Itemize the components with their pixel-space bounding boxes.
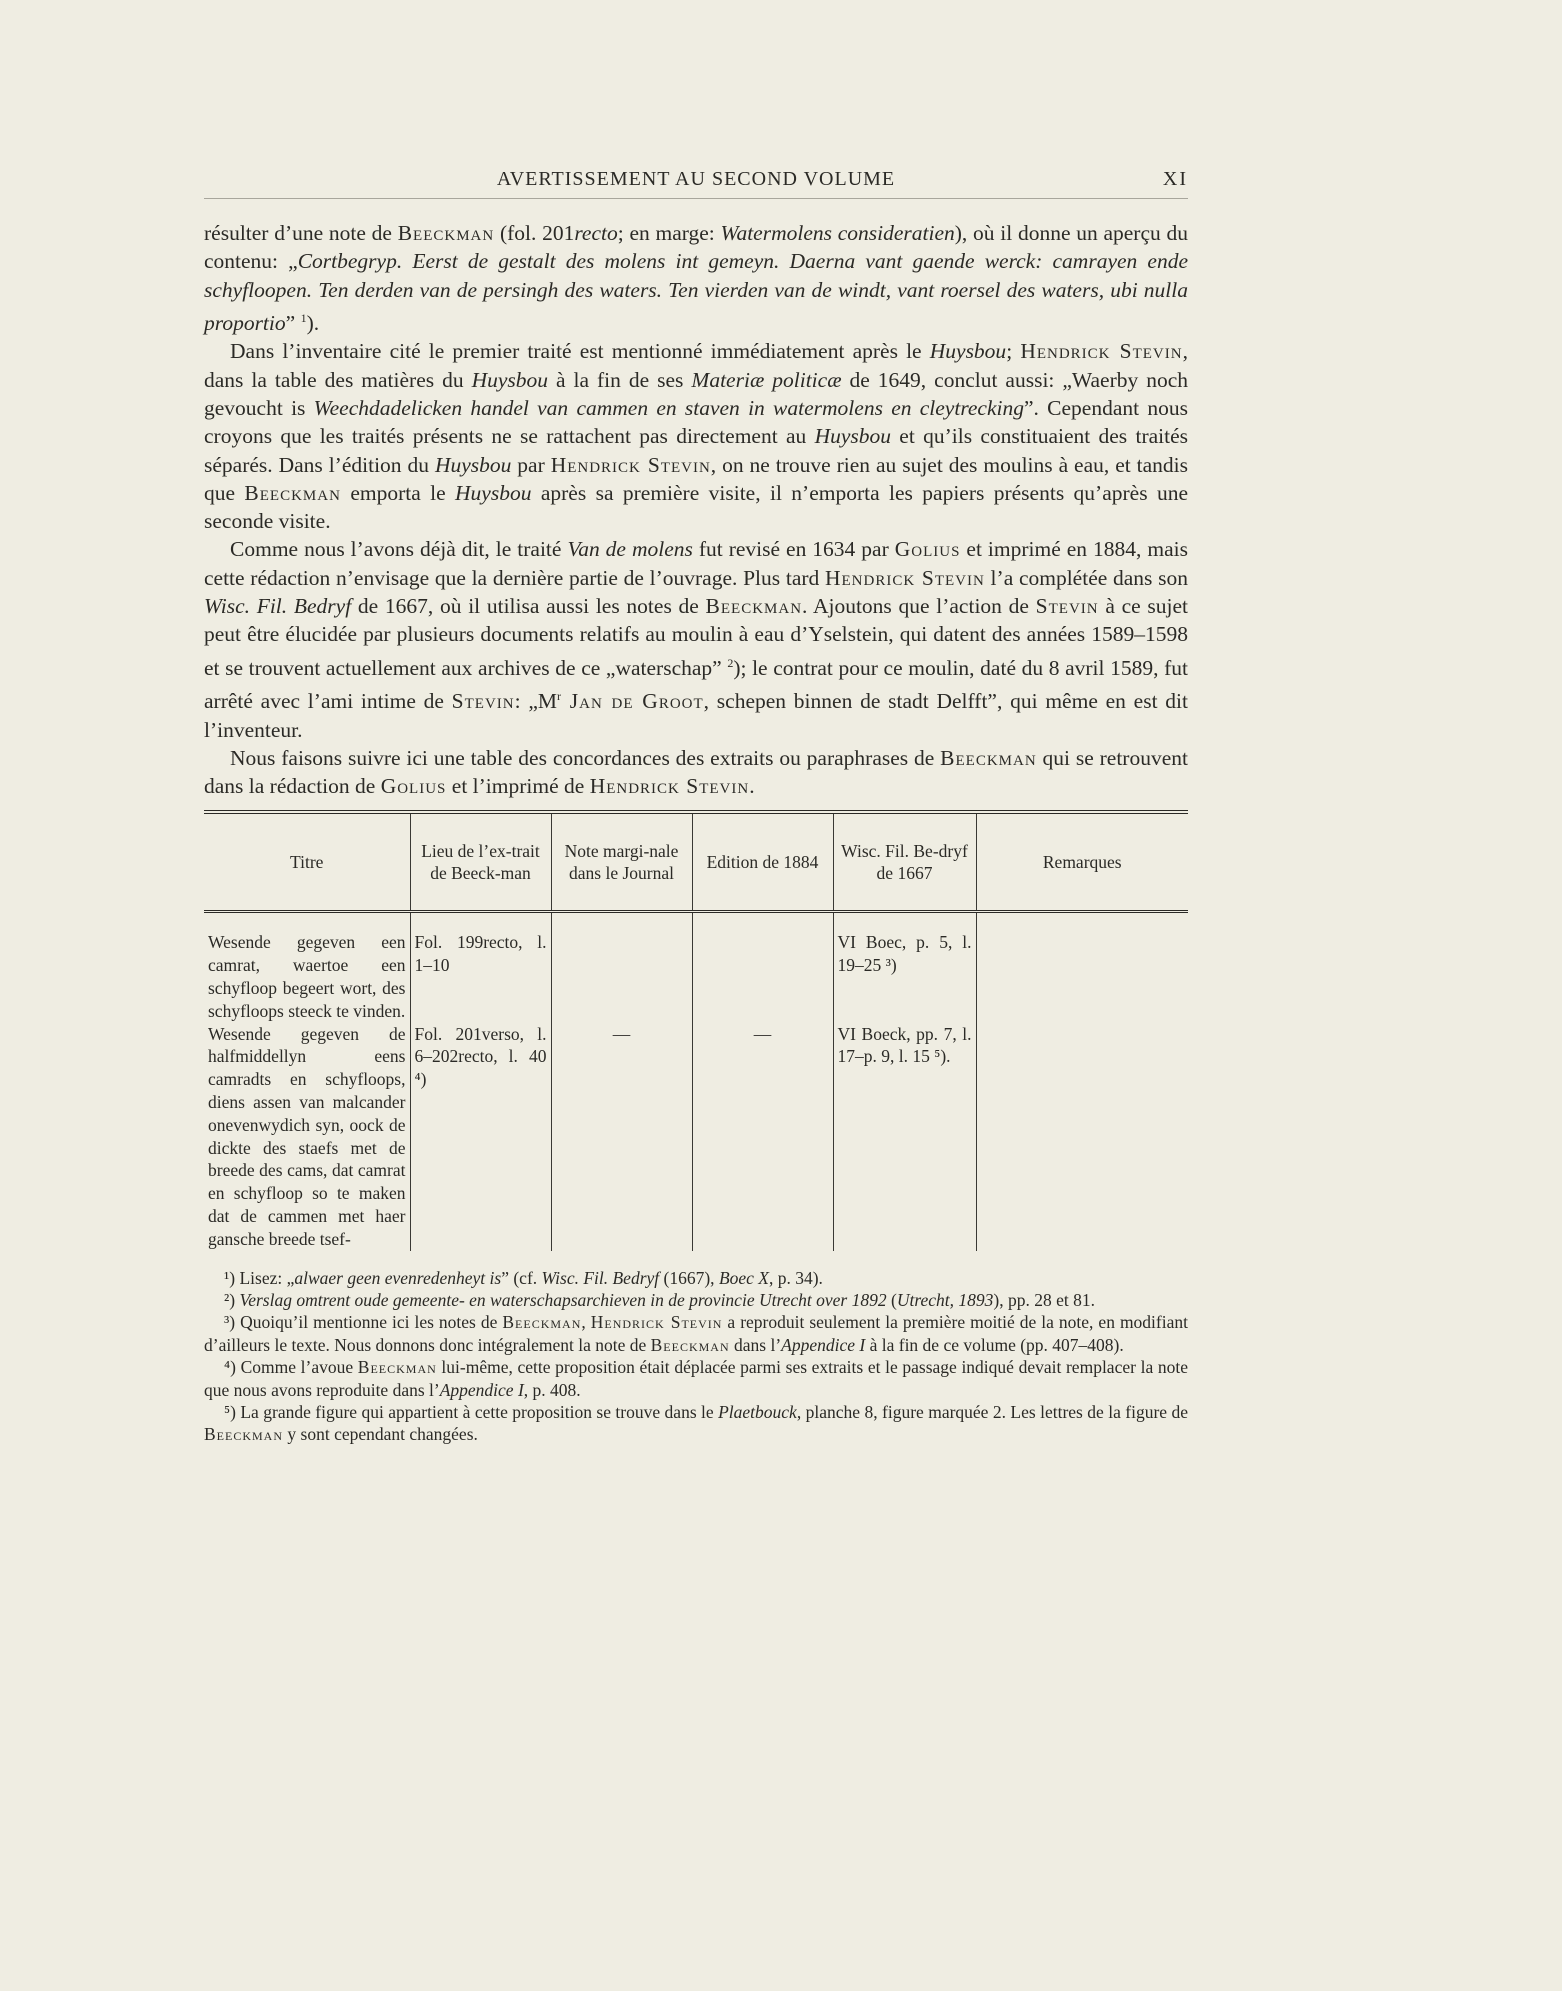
footnote: ³) Quoiqu’il mentionne ici les notes de Beeckman, Hendrick Stevin a reproduit seulement la première moitié de la note, en modifiant d’ailleurs le texte. Nous donnons donc intégralement la note de Beeckman dans l’Appendice I à la fin de ce volume (pp. 407–408). xyxy=(204,1312,1188,1355)
column-header: Lieu de l’ex-trait de Beeck-man xyxy=(410,812,551,912)
table-header-row xyxy=(204,812,1188,912)
table-cell xyxy=(692,931,833,1022)
running-header xyxy=(204,160,1188,194)
table-cell: — xyxy=(551,1023,692,1251)
footnotes xyxy=(204,1267,1188,1446)
paragraph: Nous faisons suivre ici une table des concordances des extraits ou paraphrases de Beeckman qui se retrouvent dans la rédaction de Golius et l’imprimé de Hendrick Stevin. xyxy=(204,745,1188,799)
table-cell: Wesende gegeven de halfmiddellyn eens camradts en schyfloops, diens assen van malcander onevenwydich syn, oock de dickte des staefs met de breede des cams, dat camrat en schyfloop so te maken dat de cammen met haer gansche breede tsef- xyxy=(204,1023,410,1251)
body-text xyxy=(204,219,1188,800)
table-cell xyxy=(976,1023,1188,1251)
table-row xyxy=(204,931,1188,1022)
column-header: Edition de 1884 xyxy=(692,812,833,912)
paragraph: Dans l’inventaire cité le premier traité est mentionné immédiatement après le Huysbou; Hendrick Stevin, dans la table des matières du Huysbou à la fin de ses Materiæ politicæ de 1649, conclut aussi: „Waerby noch gevoucht is Weechdadelicken handel van cammen en staven in watermolens en cleytrecking”. Cependant nous croyons que les traités présents ne se rattachent pas directement au Huysbou et qu’ils constituaient des traités séparés. Dans l’édition du Huysbou par Hendrick Stevin, on ne trouve rien au sujet des moulins à eau, et tandis que Beeckman emporta le Huysbou après sa première visite, il n’emporta les papiers présents qu’après une seconde visite. xyxy=(204,339,1189,534)
paragraph: Comme nous l’avons déjà dit, le traité Van de molens fut revisé en 1634 par Golius et imprimé en 1884, mais cette rédaction n’envisage que la dernière partie de l’ouvrage. Plus tard Hendrick Stevin l’a complétée dans son Wisc. Fil. Bedryf de 1667, où il utilisa aussi les notes de Beeckman. Ajoutons que l’action de Stevin à ce sujet peut être élucidée par plusieurs documents relatifs au moulin à eau d’Yselstein, qui datent des années 1589–1598 et se trouvent actuellement aux archives de ce „waterschap” $^2$); le contrat pour ce moulin, daté du 8 avril 1589, fut arrêté avec l’ami intime de Stevin: $„M^r$ Jan de Groot, schepen binnen de stadt Delfft”, qui même en est dit l’inventeur. xyxy=(204,537,1188,742)
footnote: ⁴) Comme l’avoue Beeckman lui-même, cette proposition était déplacée parmi ses extraits et le passage indiqué devait remplacer la note que nous avons reproduite dans l’Appendice I, p. 408. xyxy=(204,1357,1188,1400)
table-cell xyxy=(551,931,692,1022)
table-cell: VI Boeck, pp. 7, l. 17–p. 9, l. 15 ⁵). xyxy=(833,1023,976,1251)
table-cell: Fol. 199recto, l. 1–10 xyxy=(410,931,551,1022)
footnote-ref: 1 xyxy=(300,310,307,325)
table-cell: — xyxy=(692,1023,833,1251)
table-cell: VI Boec, p. 5, l. 19–25 ³) xyxy=(833,931,976,1022)
concordance-table xyxy=(204,810,1188,1250)
paragraph: résulter d’une note de Beeckman (fol. 201recto; en marge: Watermolens consideratien), où il donne un aperçu du contenu: „Cortbegryp. Eerst de gestalt des molens int gemeyn. Daerna vant gaende werck: camrayen ende schyfloopen. Ten derden van de persingh des waters. Ten vierden van de windt, vant roersel des waters, ubi nulla proportio” $^1$). xyxy=(204,221,1188,336)
column-header: Titre xyxy=(204,812,410,912)
page-number: XI xyxy=(1162,168,1188,190)
footnote-ref: 2 xyxy=(727,655,734,670)
footnote: ¹) Lisez: „alwaer geen evenredenheyt is” (cf. Wisc. Fil. Bedryf (1667), Boec X, p. 34). xyxy=(224,1267,823,1288)
table-cell xyxy=(976,931,1188,1022)
table-cell: Wesende gegeven een camrat, waertoe een schyfloop begeert wort, des schyfloops steeck te vinden. xyxy=(204,931,410,1022)
table-cell: Fol. 201verso, l. 6–202recto, l. 40 ⁴) xyxy=(410,1023,551,1251)
table-row xyxy=(204,1023,1188,1251)
header-rule xyxy=(204,198,1188,199)
footnote: ²) Verslag omtrent oude gemeente- en waterschapsarchieven in de provincie Utrecht over 1892 (Utrecht, 1893), pp. 28 et 81. xyxy=(224,1289,1095,1310)
page xyxy=(204,160,1188,1446)
footnote: ⁵) La grande figure qui appartient à cette proposition se trouve dans le Plaetbouck, planche 8, figure marquée 2. Les lettres de la figure de Beeckman y sont cependant changées. xyxy=(204,1402,1188,1445)
header-title: AVERTISSEMENT AU SECOND VOLUME xyxy=(496,168,896,190)
column-header: Remarques xyxy=(976,812,1188,912)
column-header: Note margi-nale dans le Journal xyxy=(551,812,692,912)
column-header: Wisc. Fil. Be-dryf de 1667 xyxy=(833,812,976,912)
